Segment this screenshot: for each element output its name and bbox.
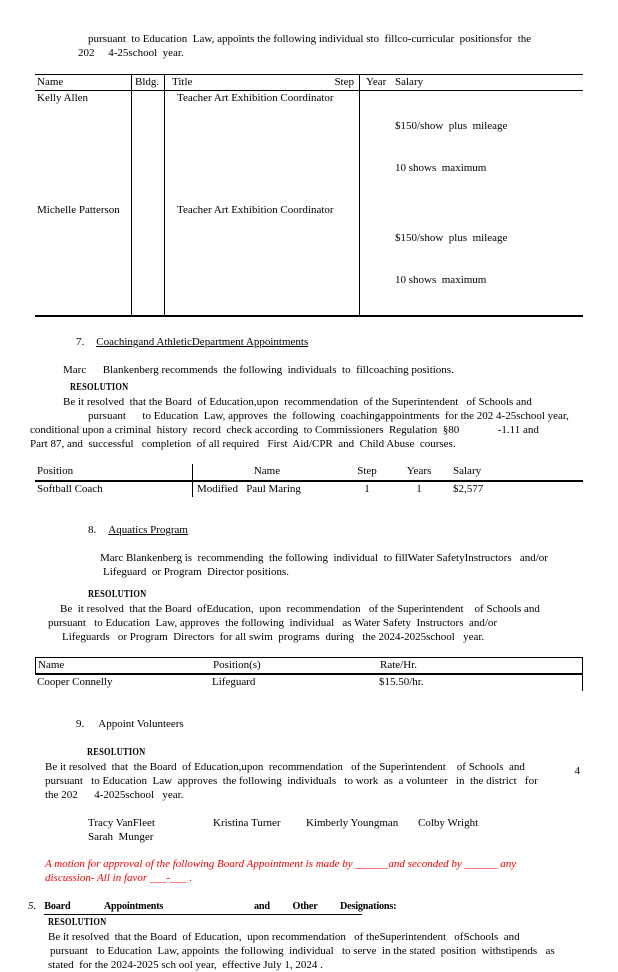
cell-title: Teacher Art Exhibition Coordinator (165, 203, 360, 315)
cell-position: Softball Coach (35, 482, 193, 497)
header-positions: Position(s) (213, 659, 261, 671)
header-rate: Rate/Hr. (380, 659, 417, 671)
cell-name: Kelly Allen (35, 91, 132, 203)
section9-body-line: Be it resolved that the Board of Education,upon recommendation of the Superintendent of Schools and (45, 761, 525, 773)
section5-resolution-line (48, 915, 618, 930)
header-position: Position (35, 464, 193, 480)
section5-heading: Board Appointments and Other Designations: (44, 901, 397, 912)
section9-heading: Appoint Volunteers (98, 718, 184, 730)
motion-line-2: discussion- All in favor ___-___ . (45, 872, 193, 884)
section7-heading: Coachingand AthleticDepartment Appointments (96, 336, 309, 348)
cell-salary (392, 203, 583, 315)
section8-heading: Aquatics Program (108, 524, 188, 536)
cocurricular-table-header (35, 75, 583, 91)
aquatics-table (35, 657, 583, 691)
section9-resolution-line (87, 745, 618, 760)
header-name: Name (38, 659, 65, 671)
section5-body-line: Be it resolved that the Board of Education, upon recommendation of theSuperintendent ofSchools and (48, 931, 520, 943)
header-salary: Salary (453, 465, 482, 477)
header-step: Step (357, 465, 377, 477)
section9-body-line: the 202 4-2025school year. (45, 789, 184, 801)
section9-body-line: pursuant to Education Law approves the following individuals to work as a volunteer in the district for (45, 775, 538, 787)
section7-body-line: conditional upon a criminal history record check according to Commissioners Regulation §80 -1.11 and (30, 424, 539, 436)
volunteer-name: Kristina Turner (213, 817, 281, 829)
document-page (0, 32, 618, 971)
salary-line-2: 10 shows maximum (395, 162, 487, 174)
volunteer-name: Sarah Munger (88, 831, 154, 843)
cell-salary (392, 91, 583, 203)
section7-resolution-line (70, 380, 618, 395)
section9-heading-line (65, 703, 618, 745)
header-salary: Salary (395, 76, 424, 88)
salary-line-2: 10 shows maximum (395, 274, 487, 286)
resolution-label: RESOLUTION (48, 917, 107, 928)
volunteer-name: Kimberly Youngman (306, 817, 399, 829)
section8-body-line: pursuant to Education Law, approves the following individual as Water Safety Instructors and/or (48, 617, 498, 629)
salary-line-1: $150/show plus mileage (395, 120, 508, 132)
cell-bldg (132, 91, 165, 203)
section7-body-line: Be it resolved that the Board of Education,upon recommendation of the Superintendent of Schools and (63, 396, 532, 408)
motion-line-1: A motion for approval of the following Board Appointment is made by ______and seconded by ______ any (45, 858, 517, 870)
header-step: Step (334, 76, 354, 88)
section7-heading-line (65, 321, 618, 363)
section9-number: 9. (76, 718, 85, 730)
cocurricular-table (35, 74, 583, 317)
cell-salary: $2,577 (453, 483, 484, 495)
section8-resolution-line (88, 587, 618, 602)
aquatics-table-header (35, 658, 583, 675)
header-years: Years (406, 465, 432, 477)
section5-heading-underline (44, 899, 397, 915)
resolution-label: RESOLUTION (88, 589, 147, 600)
cell-name: Cooper Connelly (37, 676, 113, 688)
header-name: Name (35, 75, 132, 90)
section7-body-line: Part 87, and successful completion of all required First Aid/CPR and Child Abuse courses. (30, 438, 456, 450)
resolution-label: RESOLUTION (87, 747, 146, 758)
cell-bldg (132, 203, 165, 315)
section5-number: 5. (28, 900, 37, 912)
section8-body-line: Be it resolved that the Board ofEducation, upon recommendation of the Superintendent of Schools and (60, 603, 540, 615)
header-title-step (165, 75, 360, 90)
section8-intro-line: Marc Blankenberg is recommending the following individual to fillWater SafetyInstructors and/or (100, 552, 548, 564)
cell-name: Michelle Patterson (35, 203, 132, 315)
cell-positions: Lifeguard (212, 676, 256, 688)
cell-step: 1 (364, 483, 370, 495)
intro-line-1: pursuant to Education Law, appoints the following individual sto fillco-curricular positionsfor the (88, 33, 532, 45)
section8-body-line: Lifeguards or Program Directors for all swim programs during the 2024-2025school year. (62, 631, 485, 643)
section8-number: 8. (88, 524, 97, 536)
intro-paragraph (78, 32, 618, 60)
motion-text (45, 857, 618, 885)
volunteer-name: Tracy VanFleet (88, 817, 155, 829)
intro-line-2: 202 4-25school year. (78, 47, 184, 59)
table-row (35, 203, 583, 315)
coaching-table-header (35, 464, 583, 482)
section8-intro-line: Lifeguard or Program Director positions. (103, 566, 290, 578)
section5-body-line: stated for the 2024-2025 sch ool year, effective July 1, 2024 . (48, 959, 323, 971)
cell-year (360, 91, 392, 203)
header-name: Name (253, 465, 281, 477)
resolution-label: RESOLUTION (70, 382, 129, 393)
volunteer-names-row (88, 816, 618, 830)
header-title: Title (172, 76, 193, 88)
table-row (35, 675, 583, 691)
cell-years: 1 (416, 483, 422, 495)
coaching-table (35, 464, 583, 497)
header-bldg: Bldg. (132, 75, 165, 90)
header-filler (533, 464, 583, 480)
page-number: 4 (574, 765, 580, 777)
table-row (35, 91, 583, 203)
cell-title: Teacher Art Exhibition Coordinator (165, 91, 360, 203)
cell-name: Modified Paul Maring (197, 483, 301, 495)
salary-line-1: $150/show plus mileage (395, 232, 508, 244)
section7-intro: Marc Blankenberg recommends the following individuals to fillcoaching positions. (63, 364, 454, 376)
section5-body-line: pursuant to Education Law, appoints the following individual to serve in the stated position withstipends as (50, 945, 555, 957)
cell-year (360, 203, 392, 315)
table-row (35, 482, 583, 497)
section8-heading-line (77, 509, 618, 551)
cell-filler (533, 482, 583, 497)
header-year: Year (366, 76, 387, 88)
volunteer-names-row (88, 830, 618, 844)
section7-number: 7. (76, 336, 85, 348)
volunteer-name: Colby Wright (418, 817, 479, 829)
section5-heading-line (28, 899, 618, 915)
section7-body-line: pursuant to Education Law, approves the following coachingappointments for the 202 4-25school year, (88, 410, 569, 422)
cell-rate: $15.50/hr. (379, 676, 424, 688)
